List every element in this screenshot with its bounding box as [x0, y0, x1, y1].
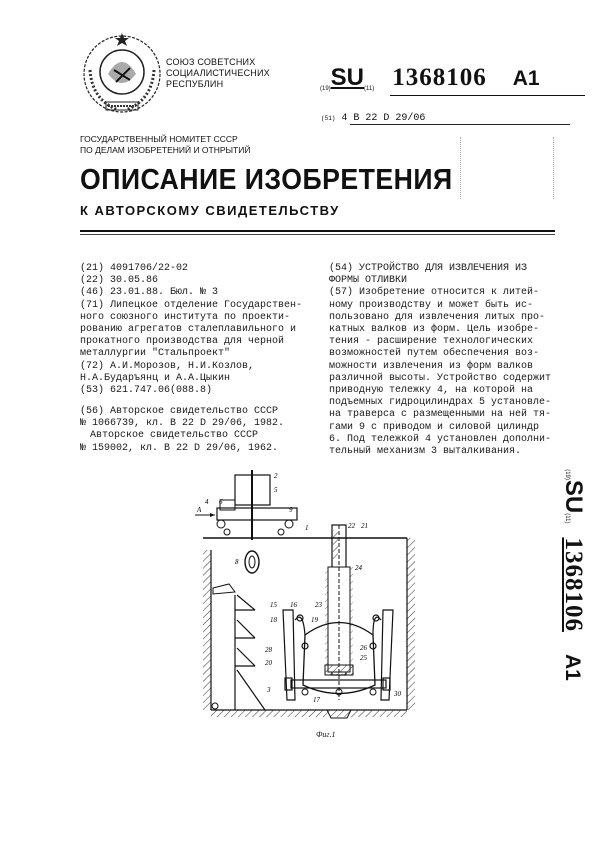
- publication-number-block: [320, 64, 585, 96]
- abstract-line: ному производству и может быть ис-: [329, 299, 534, 311]
- document-subtitle: К АВТОРСКОМУ СВИДЕТЕЛЬСТВУ: [80, 203, 340, 218]
- side-publication-number-value: 1368106: [560, 537, 587, 632]
- label-22: 22: [348, 522, 355, 530]
- abstract-line: подъемных гидроцилиндрах 5 установле-: [329, 397, 552, 409]
- reference-line: (56) Авторское свидетельство СССР: [80, 406, 279, 417]
- label-20: 20: [265, 659, 272, 667]
- abstract-line: тения - расширение технологических: [329, 336, 534, 348]
- reference-line: № 159002, кл. В 22 D 29/06, 1962.: [80, 442, 279, 454]
- label-26: 26: [360, 644, 367, 652]
- abstract-line: (54) УСТРОЙСТВО ДЛЯ ИЗВЛЕЧЕНИЯ ИЗ: [329, 263, 528, 274]
- label-5: 5: [274, 486, 278, 494]
- document-title: ОПИСАНИЕ ИЗОБРЕТЕНИЯ: [80, 164, 453, 196]
- biblio-line: (46) 23.01.88. Бюл. № 3: [80, 287, 219, 299]
- publication-number-underline: [390, 95, 585, 96]
- state-committee: [80, 134, 250, 156]
- label-a: А: [197, 506, 202, 514]
- biblio-line: (53) 621.747.06(088.8): [80, 385, 213, 397]
- abstract-line: можности извлечения из форм валков: [329, 360, 534, 372]
- label-21: 21: [361, 522, 368, 530]
- label-28: 28: [265, 646, 272, 654]
- biblio-line: ного союзного института по проекти-: [80, 311, 291, 323]
- label-9: 9: [289, 506, 293, 514]
- publication-number: 1368106: [392, 64, 487, 91]
- ipc-classification: [321, 113, 425, 124]
- biblio-line: (21) 4091706/22-02: [80, 263, 189, 274]
- side-country-code: SU: [560, 479, 587, 514]
- bracket: [213, 584, 235, 594]
- label-30: 30: [394, 690, 401, 698]
- biblio-line: прокатного производства для черной: [80, 336, 285, 348]
- biblio-line: (72) А.И.Морозов, Н.И.Козлов,: [80, 360, 255, 372]
- biblio-line: металлургии "Стальпроект": [80, 348, 231, 360]
- pit-wall-right: [407, 538, 415, 710]
- label-24: 24: [355, 564, 362, 572]
- label-2: 2: [274, 472, 278, 480]
- bibliographic-data: [80, 263, 302, 397]
- abstract-line: приводную тележку 4, на которой на: [329, 385, 534, 397]
- union-name: [166, 57, 270, 90]
- label-18: 18: [270, 616, 277, 624]
- label-19: 19: [311, 616, 318, 624]
- side-number-code-label: (11): [564, 513, 570, 524]
- abstract-line: на траверса с размещенными на ней тя-: [329, 409, 552, 421]
- ipc-value: 4 В 22 D 29/06: [341, 113, 426, 124]
- number-code-label: (11): [364, 86, 375, 92]
- label-3: 3: [267, 686, 271, 694]
- label-25: 25: [360, 654, 367, 662]
- hook: [245, 551, 259, 573]
- reference-line: № 1066739, кл. В 22 D 29/06, 1982.: [80, 418, 285, 430]
- technical-drawing: [195, 470, 425, 755]
- left-shelves: [235, 595, 265, 710]
- kind-code: A1: [512, 67, 540, 90]
- biblio-line: рованию агрегатов сталеплавильного и: [80, 324, 297, 336]
- label-4: 4: [205, 498, 209, 506]
- abstract-line: различной высоты. Устройство содержит: [329, 372, 552, 384]
- abstract-line: пользовано для извлечения литых про-: [329, 311, 546, 323]
- abstract-line: возможностей путем обеспечения воз-: [329, 348, 540, 360]
- committee-line: ГОСУДАРСТВЕННЫЙ НОМИТЕТ СССР: [80, 134, 238, 144]
- label-15: 15: [270, 601, 277, 609]
- abstract-line: катных валков из форм. Цель изобре-: [329, 324, 540, 336]
- country-code-label: (19): [320, 86, 331, 92]
- biblio-line: Н.А.Бударъянц и А.А.Цыкин: [80, 372, 231, 384]
- library-stamp: [460, 137, 554, 199]
- ipc-underline: [350, 124, 570, 125]
- side-country-code-label: (19): [564, 469, 570, 480]
- abstract-line: (57) Изобретение относится к литей-: [329, 287, 540, 299]
- figure-1-svg: [195, 470, 425, 755]
- references: [80, 406, 284, 455]
- label-17: 17: [313, 696, 320, 704]
- committee-line: ПО ДЕЛАМ ИЗОБРЕТЕНИЙ И ОТНРЫТИЙ: [80, 145, 251, 155]
- label-23: 23: [315, 601, 322, 609]
- abstract-line: тельный механизм 3 выталкивания.: [329, 446, 522, 458]
- pit-floor: [211, 710, 407, 717]
- ussr-emblem: [78, 30, 166, 118]
- biblio-line: (71) Липецкое отделение Государствен-: [80, 299, 303, 311]
- country-code: SU: [330, 64, 365, 91]
- label-6: 6: [219, 498, 223, 506]
- label-16: 16: [290, 601, 297, 609]
- figure-caption: Фиг.1: [316, 730, 336, 739]
- abstract-line: ФОРМЫ ОТЛИВКИ: [329, 275, 408, 287]
- label-1: 1: [305, 524, 309, 532]
- abstract-line: 6. Под тележкой 4 установлен дополни-: [329, 433, 552, 445]
- reference-line: Авторское свидетельство СССР: [90, 430, 259, 442]
- abstract: [329, 263, 551, 458]
- side-kind-code: A1: [561, 653, 584, 681]
- pit-wall-left: [203, 550, 211, 710]
- ipc-code-label: (51): [321, 115, 336, 122]
- side-publication-number: [548, 440, 598, 710]
- header-rule: [80, 230, 555, 232]
- union-line: РЕСПУБЛИН: [166, 79, 224, 89]
- union-line: СОЮЗ СОВЕТСНИХ: [166, 57, 256, 67]
- label-8: 8: [235, 558, 239, 566]
- union-line: СОЦИАЛИСТИЧЕСНИХ: [166, 68, 270, 78]
- abstract-line: гами 9 с приводом и силовой цилиндр: [329, 421, 540, 433]
- header-rule-thin: [80, 234, 555, 235]
- biblio-line: (22) 30.05.86: [80, 275, 159, 287]
